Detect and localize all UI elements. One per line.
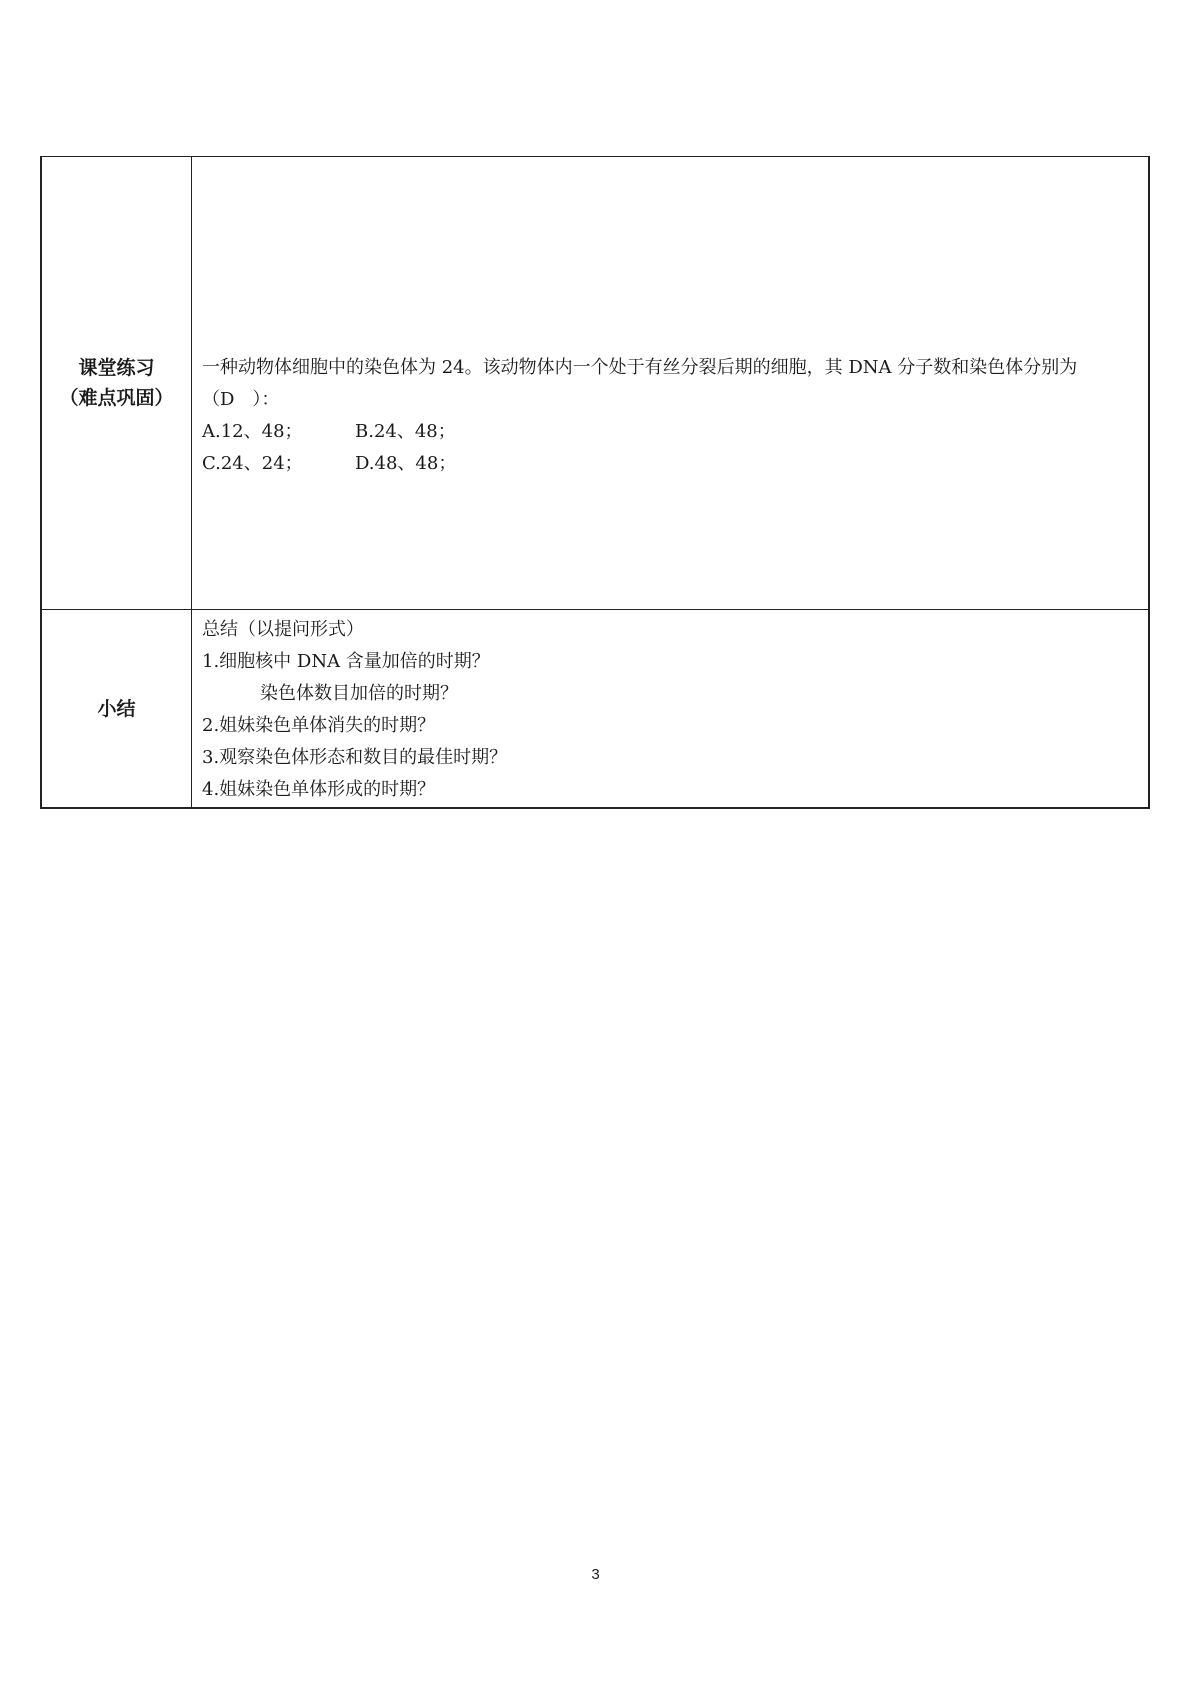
options-row-1 <box>202 416 1140 448</box>
summary-item-4: 4.姐妹染色单体形成的时期？ <box>202 779 436 800</box>
exercise-label-title: 课堂练习 <box>78 357 155 379</box>
exercise-content-cell <box>192 157 1148 609</box>
summary-item-2: 2.姐妹染色单体消失的时期？ <box>202 715 436 736</box>
summary-item-1-sub: 染色体数目加倍的时期？ <box>260 683 458 704</box>
exercise-question: 一种动物体细胞中的染色体为 24。该动物体内一个处于有丝分裂后期的细胞，其 DNA 分子数和染色体分别为（D ）： <box>202 357 1078 410</box>
option-b: B.24、48； <box>355 421 456 442</box>
exercise-label-cell <box>42 157 192 609</box>
summary-content-cell <box>192 610 1148 807</box>
summary-heading: 总结（以提问形式） <box>202 619 364 640</box>
exercise-label-subtitle: （难点巩固） <box>59 387 174 409</box>
lesson-plan-table <box>40 156 1150 809</box>
option-c: C.24、24； <box>202 453 303 474</box>
summary-row <box>42 609 1148 807</box>
exercise-row <box>42 157 1148 609</box>
option-d: D.48、48； <box>355 453 457 474</box>
option-a: A.12、48； <box>202 421 303 442</box>
summary-item-3: 3.观察染色体形态和数目的最佳时期？ <box>202 747 508 768</box>
summary-label-cell <box>42 610 192 807</box>
options-row-2 <box>202 448 1140 480</box>
summary-label: 小结 <box>97 697 136 720</box>
summary-item-1: 1.细胞核中 DNA 含量加倍的时期？ <box>202 651 490 672</box>
page-number: 3 <box>591 1566 600 1583</box>
